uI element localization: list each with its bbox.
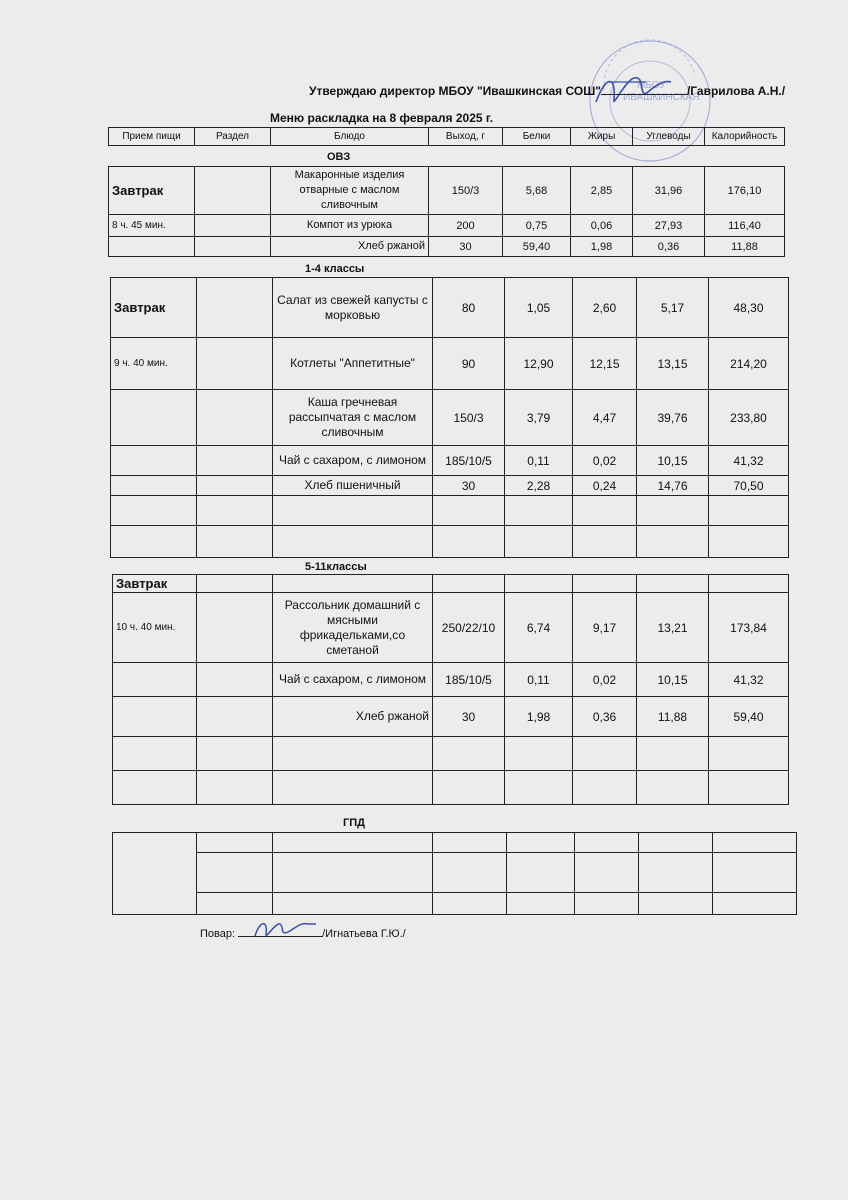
meal-cell: Завтрак [109, 167, 195, 215]
svg-text:ИВАШКИНСКАЯ: ИВАШКИНСКАЯ [623, 92, 700, 103]
table-row [111, 390, 789, 446]
meal-cell [109, 237, 195, 257]
section-cell [197, 278, 273, 338]
section-cell [195, 237, 271, 257]
table-row-empty [113, 893, 797, 915]
table-row [111, 476, 789, 496]
table-row [111, 446, 789, 476]
fat-cell: 0,02 [573, 663, 637, 697]
section-cell [195, 167, 271, 215]
col-meal: Прием пищи [109, 128, 195, 146]
yield-cell: 30 [433, 476, 505, 496]
meal-cell [111, 446, 197, 476]
meal-cell: Завтрак [111, 278, 197, 338]
time-cell: 9 ч. 40 мин. [111, 338, 197, 390]
dish-cell: Хлеб пшеничный [273, 476, 433, 496]
dish-cell: Чай с сахаром, с лимоном [273, 663, 433, 697]
protein-cell: 0,11 [505, 446, 573, 476]
table-row [109, 215, 785, 237]
yield-cell: 30 [433, 697, 505, 737]
meal-cell: Завтрак [113, 575, 197, 593]
approval-text: Утверждаю директор МБОУ "Ивашкинская СОШ" [309, 84, 601, 98]
section-cell [197, 446, 273, 476]
yield-cell: 250/22/10 [433, 593, 505, 663]
kcal-cell: 59,40 [709, 697, 789, 737]
table-row [111, 338, 789, 390]
section-cell [197, 593, 273, 663]
carbs-cell: 0,36 [633, 237, 705, 257]
col-protein: Белки [503, 128, 571, 146]
table-row [113, 697, 789, 737]
meal-cell [113, 697, 197, 737]
fat-cell: 12,15 [573, 338, 637, 390]
approval-line [309, 84, 785, 98]
yield-cell: 80 [433, 278, 505, 338]
grades-5-11-table [112, 574, 789, 805]
meal-cell [111, 476, 197, 496]
fat-cell: 2,85 [571, 167, 633, 215]
col-yield: Выход, г [429, 128, 503, 146]
col-section: Раздел [195, 128, 271, 146]
kcal-cell: 70,50 [709, 476, 789, 496]
protein-cell: 0,75 [503, 215, 571, 237]
yield-cell: 185/10/5 [433, 446, 505, 476]
time-cell: 8 ч. 45 мин. [109, 215, 195, 237]
col-carbs: Углеводы [633, 128, 705, 146]
document-title: Меню раскладка на 8 февраля 2025 г. [270, 111, 494, 125]
fat-cell: 2,60 [573, 278, 637, 338]
carbs-cell: 10,15 [637, 446, 709, 476]
dish-cell: Салат из свежей капусты с морковью [273, 278, 433, 338]
table-row [113, 593, 789, 663]
yield-cell: 90 [433, 338, 505, 390]
dish-cell: Каша гречневая рассыпчатая с маслом сливочным [273, 390, 433, 446]
fat-cell: 1,98 [571, 237, 633, 257]
fat-cell: 4,47 [573, 390, 637, 446]
dish-cell: Хлеб ржаной [273, 697, 433, 737]
kcal-cell: 233,80 [709, 390, 789, 446]
table-row-empty [111, 526, 789, 558]
dish-cell: Чай с сахаром, с лимоном [273, 446, 433, 476]
col-dish: Блюдо [271, 128, 429, 146]
section-cell [195, 215, 271, 237]
section-label-ovz: ОВЗ [327, 151, 351, 163]
table-row [109, 167, 785, 215]
cook-signature [250, 916, 320, 942]
approver-name: /Гаврилова А.Н./ [686, 84, 786, 98]
time-cell: 10 ч. 40 мин. [113, 593, 197, 663]
table-row [109, 237, 785, 257]
kcal-cell: 116,40 [705, 215, 785, 237]
carbs-cell: 11,88 [637, 697, 709, 737]
table-row [113, 575, 789, 593]
dish-cell: Котлеты "Аппетитные" [273, 338, 433, 390]
carbs-cell: 13,21 [637, 593, 709, 663]
carbs-cell: 31,96 [633, 167, 705, 215]
fat-cell: 0,24 [573, 476, 637, 496]
kcal-cell: 41,32 [709, 663, 789, 697]
gpd-table [112, 832, 797, 915]
protein-cell: 5,68 [503, 167, 571, 215]
section-cell [197, 338, 273, 390]
dish-cell: Компот из урюка [271, 215, 429, 237]
table-row-empty [113, 853, 797, 893]
section-cell [197, 697, 273, 737]
protein-cell: 0,11 [505, 663, 573, 697]
carbs-cell: 5,17 [637, 278, 709, 338]
col-kcal: Калорийность [705, 128, 785, 146]
kcal-cell: 214,20 [709, 338, 789, 390]
fat-cell: 0,06 [571, 215, 633, 237]
section-cell [197, 390, 273, 446]
section-label-1-4: 1-4 классы [305, 263, 365, 275]
fat-cell: 9,17 [573, 593, 637, 663]
kcal-cell: 176,10 [705, 167, 785, 215]
kcal-cell: 41,32 [709, 446, 789, 476]
section-cell [197, 476, 273, 496]
cook-label: Повар: [200, 928, 236, 940]
kcal-cell: 11,88 [705, 237, 785, 257]
carbs-cell: 39,76 [637, 390, 709, 446]
header-table [108, 127, 785, 146]
section-label-gpd: ГПД [343, 817, 365, 829]
dish-cell: Хлеб ржаной [271, 237, 429, 257]
yield-cell: 30 [429, 237, 503, 257]
grades-1-4-table [110, 277, 789, 558]
section-cell [197, 663, 273, 697]
table-row-empty [113, 737, 789, 771]
carbs-cell: 10,15 [637, 663, 709, 697]
protein-cell: 59,40 [503, 237, 571, 257]
table-row-empty [113, 771, 789, 805]
yield-cell: 185/10/5 [433, 663, 505, 697]
table-row [113, 663, 789, 697]
protein-cell: 1,05 [505, 278, 573, 338]
protein-cell: 12,90 [505, 338, 573, 390]
meal-cell [111, 390, 197, 446]
dish-cell: Рассольник домашний с мясными фрикадельками,со сметаной [273, 593, 433, 663]
table-row-empty [113, 833, 797, 853]
svg-text:МБОУ: МБОУ [637, 80, 666, 91]
dish-cell: Макаронные изделия отварные с маслом сливочным [271, 167, 429, 215]
fat-cell: 0,02 [573, 446, 637, 476]
cook-name: /Игнатьева Г.Ю./ [322, 928, 406, 940]
protein-cell: 2,28 [505, 476, 573, 496]
protein-cell: 6,74 [505, 593, 573, 663]
yield-cell: 150/3 [429, 167, 503, 215]
yield-cell: 200 [429, 215, 503, 237]
yield-cell: 150/3 [433, 390, 505, 446]
section-label-5-11: 5-11классы [305, 561, 367, 573]
carbs-cell: 14,76 [637, 476, 709, 496]
table-row [111, 278, 789, 338]
carbs-cell: 13,15 [637, 338, 709, 390]
protein-cell: 3,79 [505, 390, 573, 446]
carbs-cell: 27,93 [633, 215, 705, 237]
meal-cell [113, 663, 197, 697]
signature-line [601, 84, 687, 95]
protein-cell: 1,98 [505, 697, 573, 737]
ovz-table [108, 166, 785, 257]
kcal-cell: 173,84 [709, 593, 789, 663]
kcal-cell: 48,30 [709, 278, 789, 338]
col-fat: Жиры [571, 128, 633, 146]
fat-cell: 0,36 [573, 697, 637, 737]
table-row-empty [111, 496, 789, 526]
